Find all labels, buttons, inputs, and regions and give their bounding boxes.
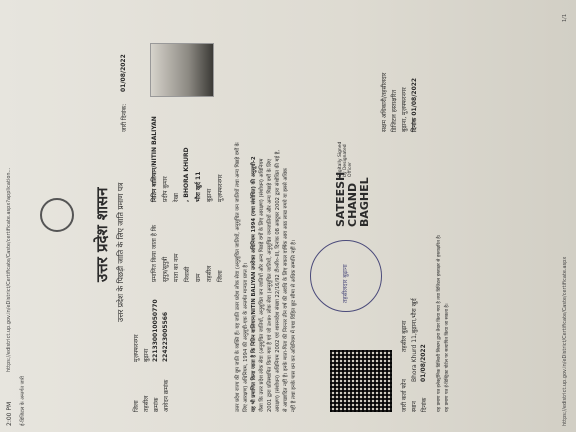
state-emblem-icon bbox=[40, 198, 74, 232]
issue-date-label: जारी दिनांक: bbox=[121, 103, 128, 132]
body-line: से आच्छादित नहीं है। इनके माता-पिता की निरन्तर तीन वर्ष की अवधि के लिए सकल वार्षिक आय आठ लाख रुपये या इससे अधिक bbox=[283, 168, 289, 412]
official-stamp bbox=[310, 240, 382, 312]
right-block-4: दिनांक 01/08/2022 bbox=[411, 77, 418, 132]
body-line: उत्तर प्रदेश राज्य की ग्रुप जाति के व्यक्ति हैं। यह जाति उत्तर प्रदेश लोक सेवा (अनुसूचित जातियों, अनुसूचित जन जातियों तथा अन्य पिछड़े वर्गों के bbox=[235, 142, 241, 412]
office-label: तहसील बुढ़ाना bbox=[401, 320, 408, 352]
date-label: दिनांक bbox=[421, 397, 428, 412]
footer-note-2: यह प्रमाण पत्र ई-डिस्ट्रिक्ट पोर्टल पर सत्यापित किया जा सकता है। bbox=[445, 303, 450, 412]
village-label: ग्राम bbox=[195, 273, 202, 282]
browser-url-top: https://edistrict.up.gov.in/eDistrict/Certificate/Caste/certificate.aspx?application... bbox=[6, 167, 12, 372]
certificate-body bbox=[234, 17, 298, 412]
body-line: नहीं है तथा इनके पास धन कर अधिनियम में यथा विहित छूट सीमा से अधिक सम्पत्ति नहीं है। bbox=[291, 240, 297, 412]
resident-value: , BHORA KHURD bbox=[183, 147, 190, 202]
resident-label: निवासी bbox=[184, 266, 191, 282]
signer-note: Digitally Signed by Designated Officer bbox=[338, 141, 353, 177]
gov-title: उत्तर प्रदेश शासन bbox=[93, 187, 111, 282]
right-block-3: बुढ़ाना, मुज़फ्फरनगर bbox=[401, 87, 408, 132]
mother-value: रेखा bbox=[173, 193, 180, 202]
browser-time: 2:00 PM bbox=[6, 401, 13, 426]
field-label-tehsil: तहसील bbox=[143, 395, 150, 412]
field-value-serial: 221330010050770 bbox=[152, 299, 159, 362]
field-value-tehsil: बुढ़ाना bbox=[143, 348, 150, 362]
date-value: 01/08/2022 bbox=[420, 344, 427, 382]
body-line: 2001 द्वारा प्रतिस्थापित किया गया है एवं जो उ०प्र० लोक सेवा (अनुसूचित जातियों, अनुसूचित जनजातियों और अन्य पिछड़े वर्गों के लिए bbox=[267, 159, 273, 412]
field-value-district: मुज़फ्फरनगर bbox=[133, 334, 140, 362]
field-label-serial: क्रमांक bbox=[153, 397, 160, 412]
page-count: 1/1 bbox=[562, 13, 568, 22]
body-line: यह भी प्रमाणित किया जाता है कि नितिन बालियान/NITIN BALIYAN उपरोक्त अधिनियम 1994 (यथा संशोधित) की अनुसूची-2 bbox=[251, 156, 257, 412]
place-label: स्थान bbox=[411, 401, 418, 412]
father-value: प्रदीप कुमार bbox=[162, 176, 169, 202]
applicant-label: जारी कर्ता फोन bbox=[401, 379, 408, 412]
applicant-photo bbox=[150, 43, 214, 97]
place-value: Bhora Khurd 11,बुढ़ाना,भौरा खुर्द bbox=[411, 298, 418, 382]
body-line: आरक्षण) (संशोधन) अधिनियम 2002 एवं शासनादेश संख्या 22/16/92 टी०सी०-III, दिनांक 08 अक्टूबर 2002 द्वारा संशोधित की गई है, bbox=[275, 149, 281, 412]
mother-label: माता का नाम bbox=[173, 253, 180, 282]
certificate-subtitle: उत्तर प्रदेश के पिछड़ी जाति के लिए जाति प्रमाण पत्र bbox=[116, 182, 125, 322]
body-line: जैसा कि उत्तर प्रदेश लोक सेवा (अनुसूचित जातियों, अनुसूचित जन जातियों और अन्य पिछड़े वर्गों के लिए आरक्षण) (संशोधन) अधिनियम bbox=[259, 158, 265, 412]
right-block-1: सक्षम अधिकारी/तहसीलदार bbox=[381, 72, 388, 132]
qr-code bbox=[330, 350, 392, 412]
browser-note: ई-डिजिटल के अन्तर्गत जारी bbox=[20, 376, 26, 426]
footer-note: यह प्रमाण पत्र इलेक्ट्रॉनिक डिलिवरी सिस्टम द्वारा तैयार किया गया है तथा डिजिटल हस्ताक्षर से हस्ताक्षरित है। bbox=[437, 234, 442, 412]
father-label: सुपुत्र/सुपुत्री bbox=[162, 256, 169, 282]
body-line: लिए आरक्षण) अधिनियम, 1994 की अनुसूची-एक के अन्तर्गत मान्यता प्राप्त है। bbox=[243, 262, 249, 412]
field-label-application: आवेदन क्रमांक bbox=[163, 379, 170, 412]
tehsil2-value: बुढ़ाना bbox=[206, 188, 213, 202]
certify-label: प्रमाणित किया जाता है कि bbox=[151, 224, 158, 282]
tehsil2-label: तहसील bbox=[206, 265, 213, 282]
issue-date: 01/08/2022 bbox=[120, 54, 127, 92]
right-block-2: डिजिटल हस्ताक्षरित bbox=[391, 90, 398, 132]
field-value-application: 224223005566 bbox=[162, 311, 169, 362]
stamp-text: तहसीलदार बुढ़ाना bbox=[342, 264, 349, 303]
applicant-name: नितिन बालियान/NITIN BALIYAN bbox=[151, 116, 158, 202]
signer-name: SATEESH CHAND BAGHEL bbox=[334, 171, 371, 227]
field-label-district: जिला bbox=[133, 400, 140, 412]
district2-value: मुज़फ्फरनगर bbox=[217, 174, 224, 202]
district2-label: जिला bbox=[217, 270, 224, 282]
browser-url-bottom: https://edistrict.up.gov.in/eDistrict/Certificate/Caste/certificate.aspx bbox=[562, 256, 568, 426]
village-value: भौरा खुर्द 11 bbox=[195, 171, 202, 202]
